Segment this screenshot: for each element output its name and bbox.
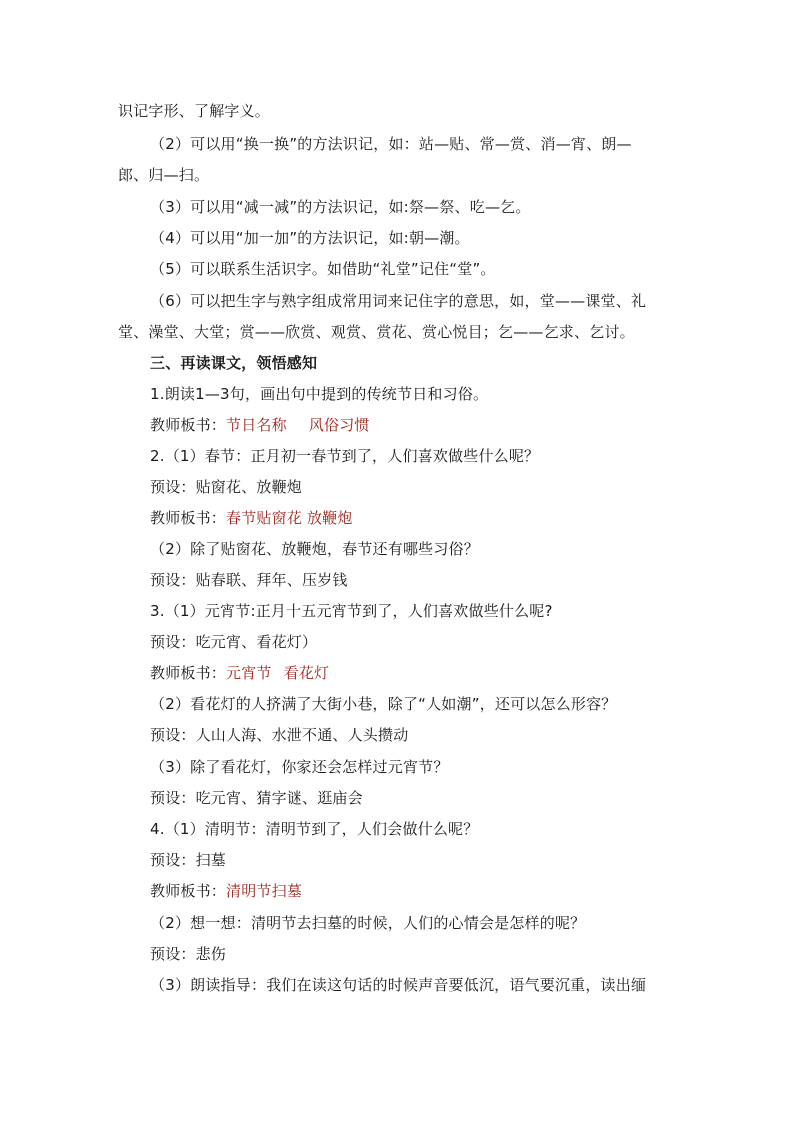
paragraph-line: （2）可以用“换一换”的方法识记，如：站—贴、常—赏、消—宵、朗— bbox=[150, 135, 632, 153]
teacher-board-line bbox=[150, 880, 302, 902]
teacher-board-line bbox=[150, 414, 370, 436]
board-text: 春节贴窗花 放鞭炮 bbox=[226, 509, 353, 527]
preset-answer: 预设：扫墓 bbox=[150, 851, 227, 869]
board-label: 教师板书： bbox=[150, 416, 227, 434]
paragraph-line: 郎、归—扫。 bbox=[118, 166, 210, 184]
paragraph-line: （3）可以用“减一减”的方法识记，如:祭—祭、吃—乞。 bbox=[150, 198, 531, 216]
paragraph-line: 堂、澡堂、大堂；赏——欣赏、观赏、赏花、赏心悦目；乞——乞求、乞讨。 bbox=[118, 323, 635, 341]
teacher-board-line bbox=[150, 662, 329, 684]
board-label: 教师板书： bbox=[150, 882, 227, 900]
paragraph-line: （2）看花灯的人挤满了大街小巷，除了“人如潮”，还可以怎么形容？ bbox=[150, 695, 617, 713]
board-text: 清明节扫墓 bbox=[226, 882, 303, 900]
preset-answer: 预设：贴窗花、放鞭炮 bbox=[150, 478, 303, 496]
board-text: 节日名称 bbox=[226, 416, 287, 434]
preset-answer: 预设：人山人海、水泄不通、人头攒动 bbox=[150, 726, 409, 744]
paragraph-line: 识记字形、了解字义。 bbox=[118, 102, 271, 120]
paragraph-line: （3）朗读指导：我们在读这句话的时候声音要低沉，语气要沉重，读出缅 bbox=[150, 976, 647, 994]
paragraph-line: 4.（1）清明节：清明节到了，人们会做什么呢？ bbox=[150, 820, 479, 838]
preset-answer: 预设：贴春联、拜年、压岁钱 bbox=[150, 571, 348, 589]
paragraph-line: （6）可以把生字与熟字组成常用词来记住字的意思，如，堂——课堂、礼 bbox=[150, 292, 647, 310]
board-label: 教师板书： bbox=[150, 664, 227, 682]
paragraph-line: （4）可以用“加一加”的方法识记，如:朝—潮。 bbox=[150, 229, 470, 247]
section-heading: 三、再读课文，领悟感知 bbox=[150, 354, 318, 372]
board-text: 看花灯 bbox=[283, 664, 330, 682]
paragraph-line: 2.（1）春节：正月初一春节到了，人们喜欢做些什么呢？ bbox=[150, 447, 540, 465]
preset-answer: 预设：悲伤 bbox=[150, 945, 227, 963]
board-label: 教师板书： bbox=[150, 509, 227, 527]
paragraph-line: （2）想一想：清明节去扫墓的时候，人们的心情会是怎样的呢？ bbox=[150, 914, 586, 932]
paragraph-line: 3.（1）元宵节:正月十五元宵节到了，人们喜欢做些什么呢? bbox=[150, 602, 553, 620]
paragraph-line: 1.朗读1—3句，画出句中提到的传统节日和习俗。 bbox=[150, 385, 489, 403]
teacher-board-line bbox=[150, 507, 353, 529]
paragraph-line: （5）可以联系生活识字。如借助“礼堂”记住“堂”。 bbox=[150, 260, 496, 278]
paragraph-line: （2）除了贴窗花、放鞭炮，春节还有哪些习俗？ bbox=[150, 540, 479, 558]
board-text: 元宵节 bbox=[226, 664, 272, 682]
preset-answer: 预设：吃元宵、看花灯） bbox=[150, 633, 318, 651]
board-text: 风俗习惯 bbox=[308, 416, 370, 434]
paragraph-line: （3）除了看花灯，你家还会怎样过元宵节？ bbox=[150, 758, 449, 776]
preset-answer: 预设：吃元宵、猜字谜、逛庙会 bbox=[150, 789, 363, 807]
